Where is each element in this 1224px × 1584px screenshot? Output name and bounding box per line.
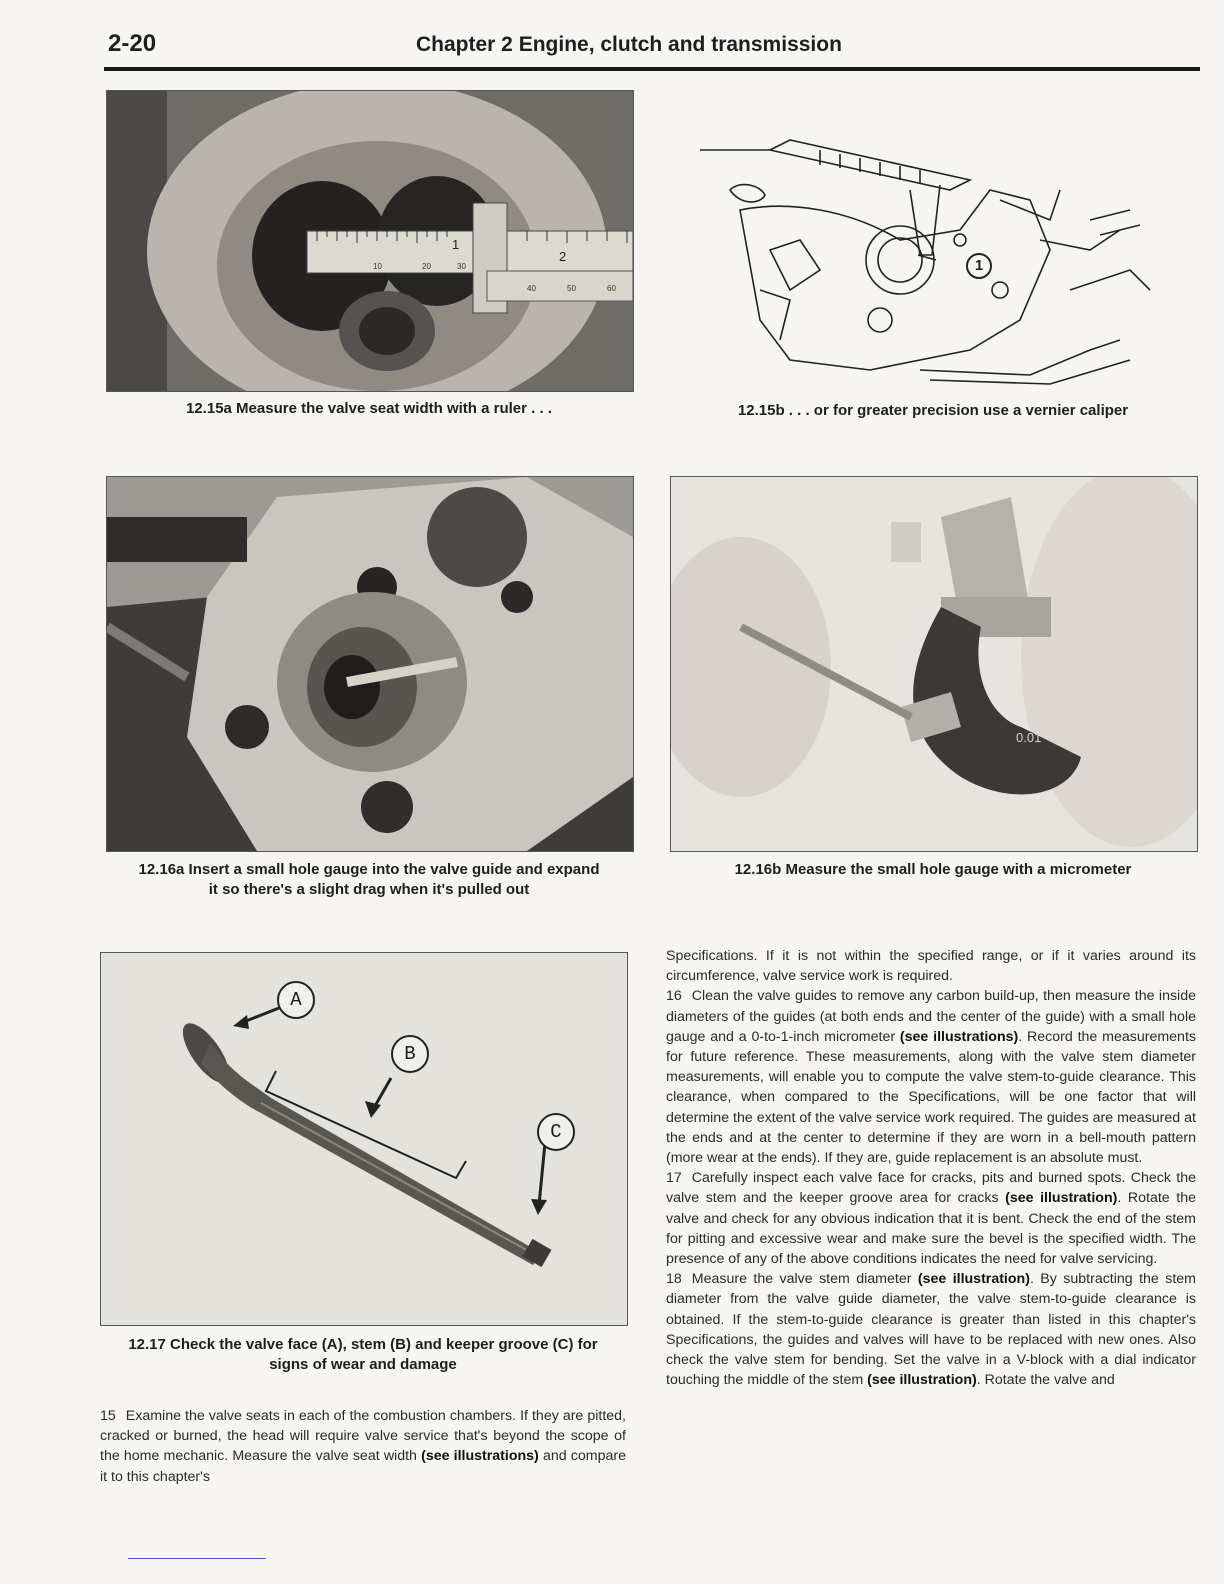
caption-line: 12.16a Insert a small hole gauge into the valve guide and expand (138, 861, 600, 878)
paragraph-text: Measure the valve stem diameter (691, 1271, 912, 1288)
page-number: 2-20 (108, 30, 157, 57)
ruler-mark: 60 (607, 284, 616, 293)
figure-12-16b-photo (670, 476, 1198, 852)
paragraph-15 (100, 1406, 626, 1487)
header-rule (104, 67, 1200, 71)
ruler-mark: 1 (452, 237, 460, 252)
paragraph-16 (666, 986, 1196, 1168)
figure-12-16a-photo (106, 476, 634, 852)
paragraph-number: 15 (100, 1408, 116, 1424)
paragraph-text: Carefully inspect each valve face for cracks, pits and burned spots. Check the valve stem and the keeper groove area for cracks (666, 1170, 1196, 1207)
ruler-mark: 50 (567, 284, 576, 293)
paragraph-text: . By subtracting the stem diameter from the valve guide diameter, the valve stem-to-guide clearance is obtained. If the stem-to-guide clearance is greater than listed in this chapter's Specifications, the guides and valves will have to be replaced with new ones. Also check the valve stem for bending. Set the valve in a V-block with a dial indicator touching the middle of the stem (666, 1271, 1196, 1389)
paragraph-number: 16 (666, 988, 682, 1005)
paragraph-text: . Rotate the valve and check for any obvious indication that it is bent. Check the end of the stem for pitting and excessive wear and make sure the bevel is the specified width. The presence of any of the above conditions indicates the need for valve servicing. (666, 1190, 1196, 1268)
illustration-reference: (see illustration) (867, 1372, 977, 1389)
callout-b-label: B (404, 1043, 416, 1065)
callout-c-label: C (550, 1121, 562, 1143)
caption-line: it so there's a slight drag when it's pulled out (208, 881, 530, 898)
callout-a-label: A (290, 989, 302, 1011)
illustration-reference: (see illustration) (917, 1271, 1030, 1288)
illustration-reference: (see illustrations) (899, 1028, 1019, 1045)
svg-text:0.01: 0.01 (1016, 730, 1042, 745)
figure-12-16b-caption: 12.16b Measure the small hole gauge with a micrometer (734, 861, 1132, 878)
figure-12-15b-caption: 12.15b . . . or for greater precision use a vernier caliper (737, 402, 1129, 419)
figure-12-17-caption (94, 1335, 632, 1375)
ruler-mark: 10 (373, 262, 382, 271)
paragraph-text: . Rotate the valve and (976, 1372, 1115, 1389)
ruler-mark: 2 (559, 249, 567, 264)
callout-1-label: 1 (974, 257, 984, 274)
paragraph-text: and compare it to this chapter's (100, 1448, 626, 1485)
paragraph-text: . Record the measurements for future reference. These measurements, along with the valve stem diameter measurements, will enable you to compute the valve stem-to-guide clearance. This clearance, when compared to the Specifications, will be one factor that will determine the extent of the valve service work required. The guides are measured at the ends and at the center to determine if they are worn in a bell-mouth pattern (more wear at the ends). If they are, guide replacement is an absolute must. (666, 1028, 1196, 1167)
caption-line: 12.17 Check the valve face (A), stem (B) and keeper groove (C) for (128, 1336, 598, 1353)
chapter-title: Chapter 2 Engine, clutch and transmission (416, 33, 842, 56)
paragraph-text: Examine the valve seats in each of the combustion chambers. If they are pitted, cracked or burned, the head will require valve service that's beyond the scope of the home mechanic. Measure the valve seat width (100, 1408, 626, 1465)
figure-12-16a-caption (100, 860, 638, 900)
paragraph-17 (666, 1168, 1196, 1269)
illustration-reference: (see illustration) (1005, 1190, 1118, 1207)
ruler-mark: 40 (527, 284, 536, 293)
paragraph-text: Clean the valve guides to remove any carbon build-up, then measure the inside diameters of the guides (at both ends and the center of the guide) with a small hole gauge and a 0-to-1-inch micrometer (666, 988, 1196, 1045)
figure-12-17-photo (100, 952, 628, 1326)
figure-12-15a-photo (106, 90, 634, 392)
caption-line: signs of wear and damage (269, 1356, 457, 1373)
callout-b (391, 1035, 429, 1073)
callout-a (277, 981, 315, 1019)
footer-rule (128, 1558, 266, 1559)
right-column-text (666, 946, 1196, 1390)
ruler-mark: 30 (457, 262, 466, 271)
paragraph-18 (666, 1269, 1196, 1390)
callout-1-circle (966, 253, 992, 279)
continuation-paragraph: Specifications. If it is not within the specified range, or if it varies around its circumference, valve service work is required. (666, 948, 1196, 985)
callout-c (537, 1113, 575, 1151)
illustration-reference: (see illustrations) (421, 1448, 539, 1465)
figure-12-15a-caption: 12.15a Measure the valve seat width with a ruler . . . (186, 400, 552, 417)
paragraph-number: 18 (666, 1271, 682, 1288)
ruler-mark: 20 (422, 262, 431, 271)
figure-12-15b-drawing (670, 90, 1196, 390)
paragraph-number: 17 (666, 1170, 682, 1187)
